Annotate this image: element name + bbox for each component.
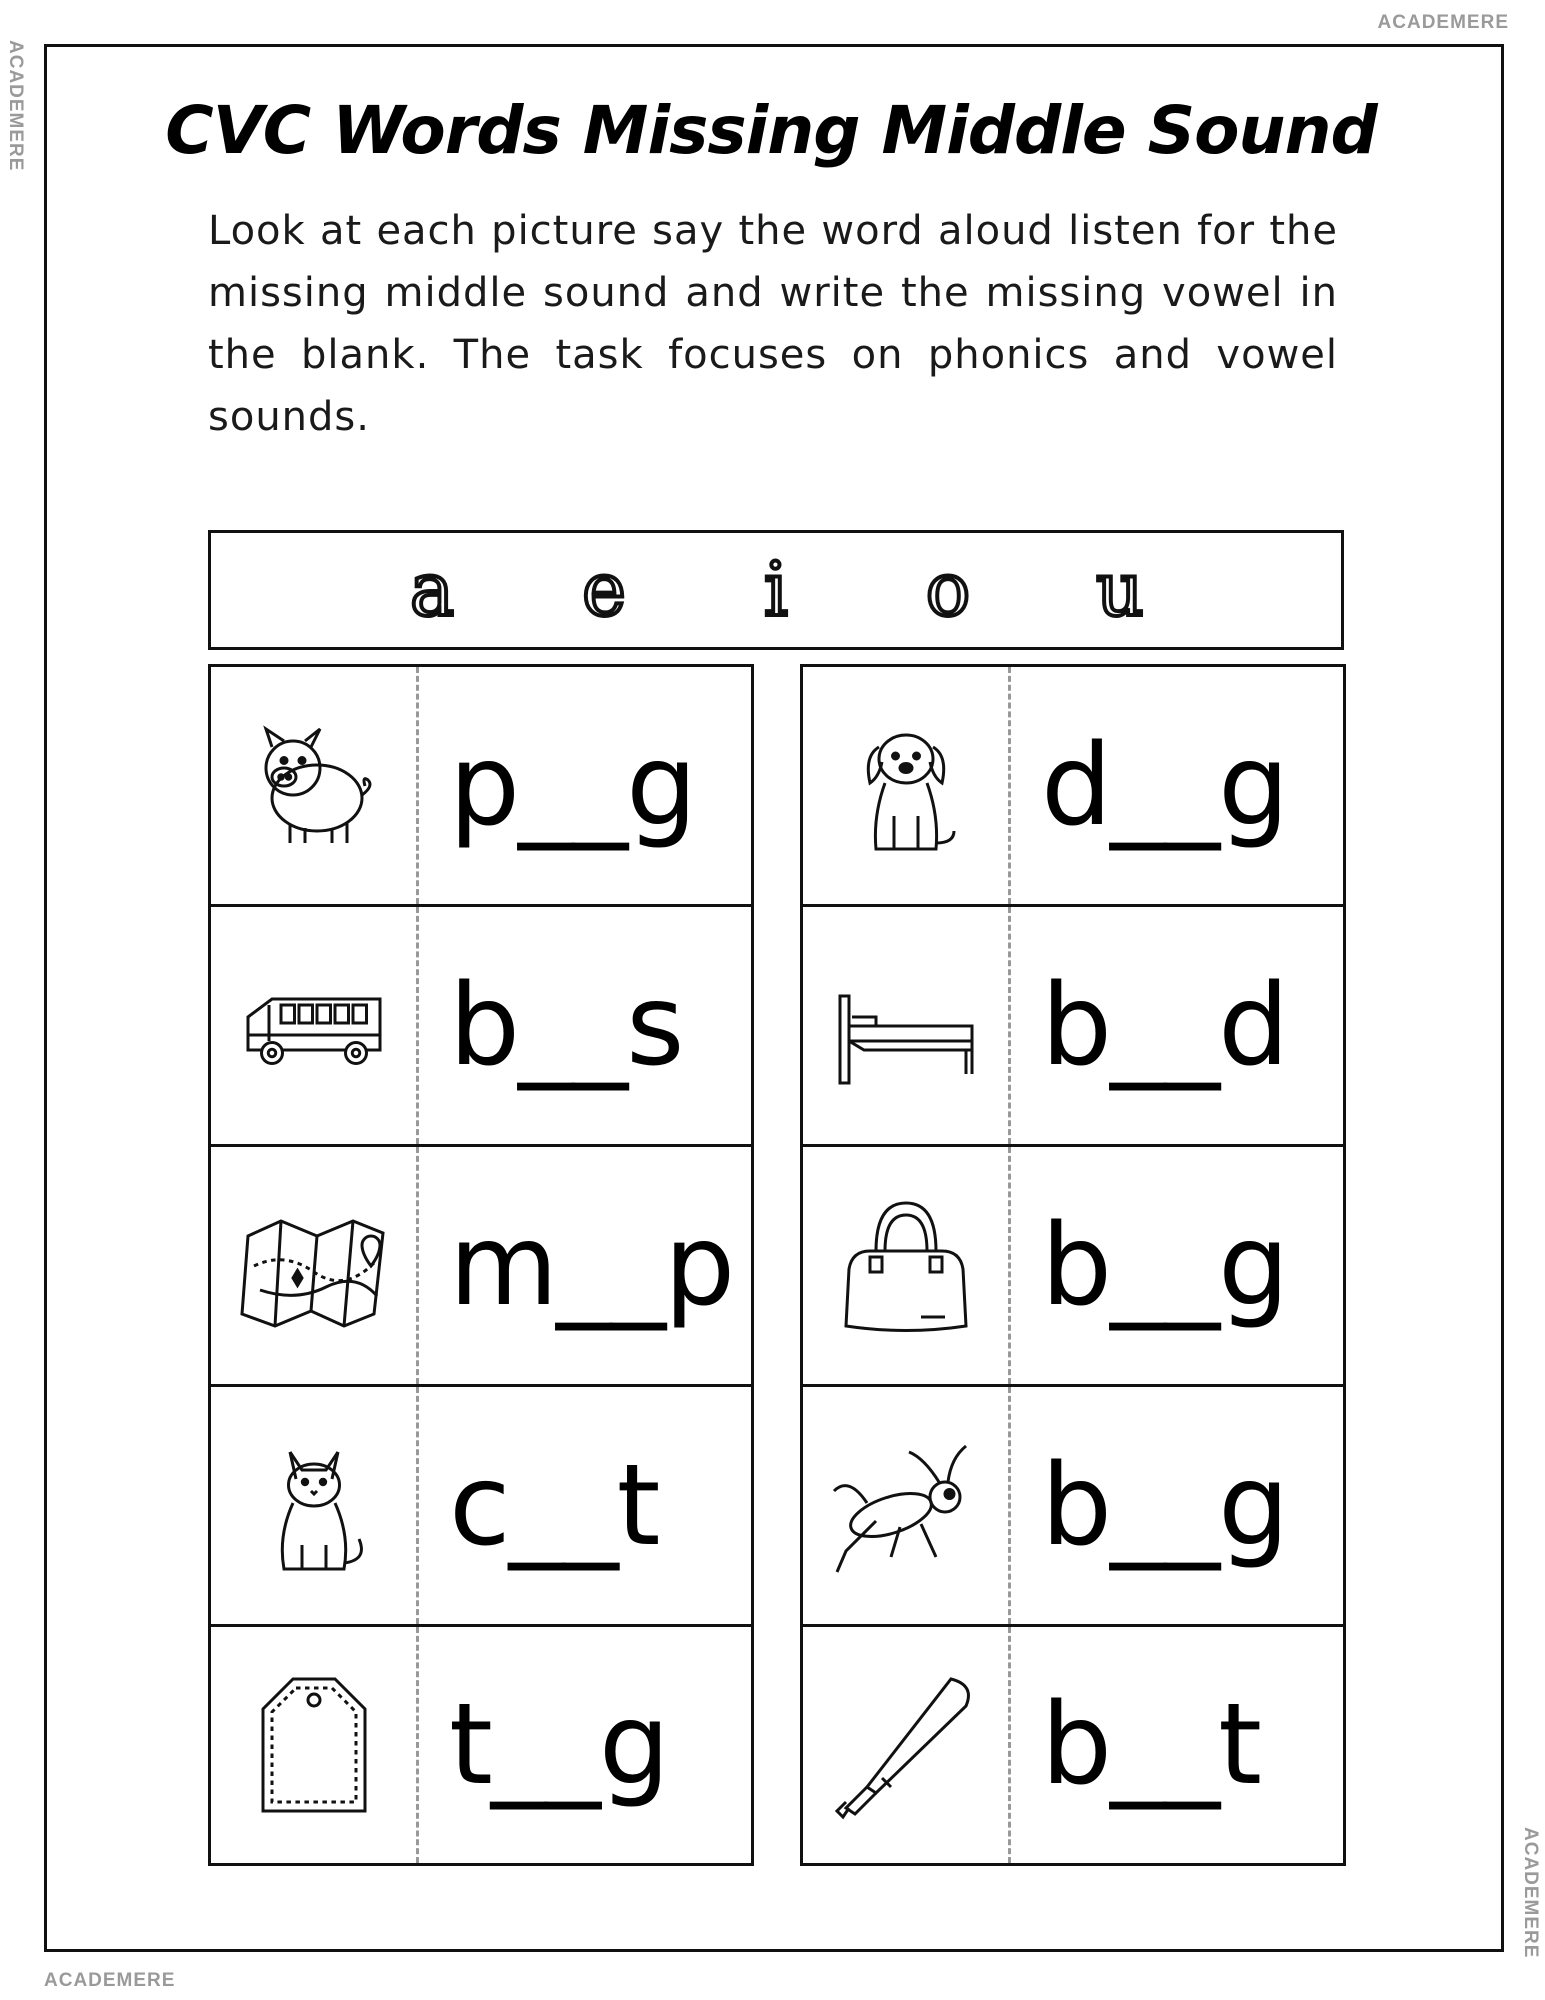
page-title: CVC Words Missing Middle Sound <box>165 92 1377 169</box>
picture-cell <box>211 907 419 1144</box>
dog-icon <box>831 711 981 861</box>
bug-icon <box>831 1431 981 1581</box>
brand-watermark-right: ACADEMERE <box>1520 1826 1541 1958</box>
cvc-word: t__g <box>449 1680 669 1810</box>
map-icon <box>239 1191 389 1341</box>
brand-watermark-top: ACADEMERE <box>1377 12 1509 33</box>
picture-cell <box>803 1147 1011 1384</box>
right-word-column <box>800 664 1346 1866</box>
cvc-word: c__t <box>449 1440 659 1571</box>
vowel-o: o <box>925 547 971 633</box>
cat-icon <box>239 1431 389 1581</box>
vowel-u: u <box>1096 547 1144 633</box>
vowel-e: e <box>582 547 626 633</box>
cvc-word: d__g <box>1041 720 1288 851</box>
pig-icon <box>239 711 389 861</box>
word-card <box>803 907 1343 1147</box>
cvc-word: m__p <box>449 1200 734 1331</box>
word-card <box>211 907 751 1147</box>
cvc-word: b__d <box>1041 960 1288 1091</box>
cvc-word: p__g <box>449 720 696 851</box>
word-card <box>803 1387 1343 1627</box>
word-card <box>803 1627 1343 1863</box>
vowel-a: a <box>409 547 455 633</box>
brand-watermark-bottom: ACADEMERE <box>44 1970 176 1991</box>
tag-icon <box>239 1670 389 1820</box>
bag-icon <box>831 1191 981 1341</box>
word-card <box>803 1147 1343 1387</box>
cvc-word: b__g <box>1041 1440 1288 1571</box>
vowel-i: i <box>764 547 788 633</box>
vowel-bank <box>208 530 1344 650</box>
left-word-column <box>208 664 754 1866</box>
bus-icon <box>239 951 389 1101</box>
picture-cell <box>211 667 419 904</box>
brand-watermark-left: ACADEMERE <box>5 40 26 172</box>
picture-cell <box>211 1147 419 1384</box>
word-card <box>211 1627 751 1863</box>
instructions-text: Look at each picture say the word aloud listen for the missing middle sound and write the missing vowel in the blank. The task focuses on phonics and vowel sounds. <box>208 208 1338 440</box>
cvc-word: b__t <box>1041 1680 1261 1810</box>
picture-cell <box>803 667 1011 904</box>
word-card <box>211 1387 751 1627</box>
bat-icon <box>831 1670 981 1820</box>
picture-cell <box>211 1387 419 1624</box>
picture-cell <box>803 1627 1011 1863</box>
bed-icon <box>831 951 981 1101</box>
word-card <box>211 1147 751 1387</box>
word-card <box>803 667 1343 907</box>
picture-cell <box>211 1627 419 1863</box>
picture-cell <box>803 907 1011 1144</box>
picture-cell <box>803 1387 1011 1624</box>
cvc-word: b__g <box>1041 1200 1288 1331</box>
cvc-word: b__s <box>449 960 683 1091</box>
word-card <box>211 667 751 907</box>
